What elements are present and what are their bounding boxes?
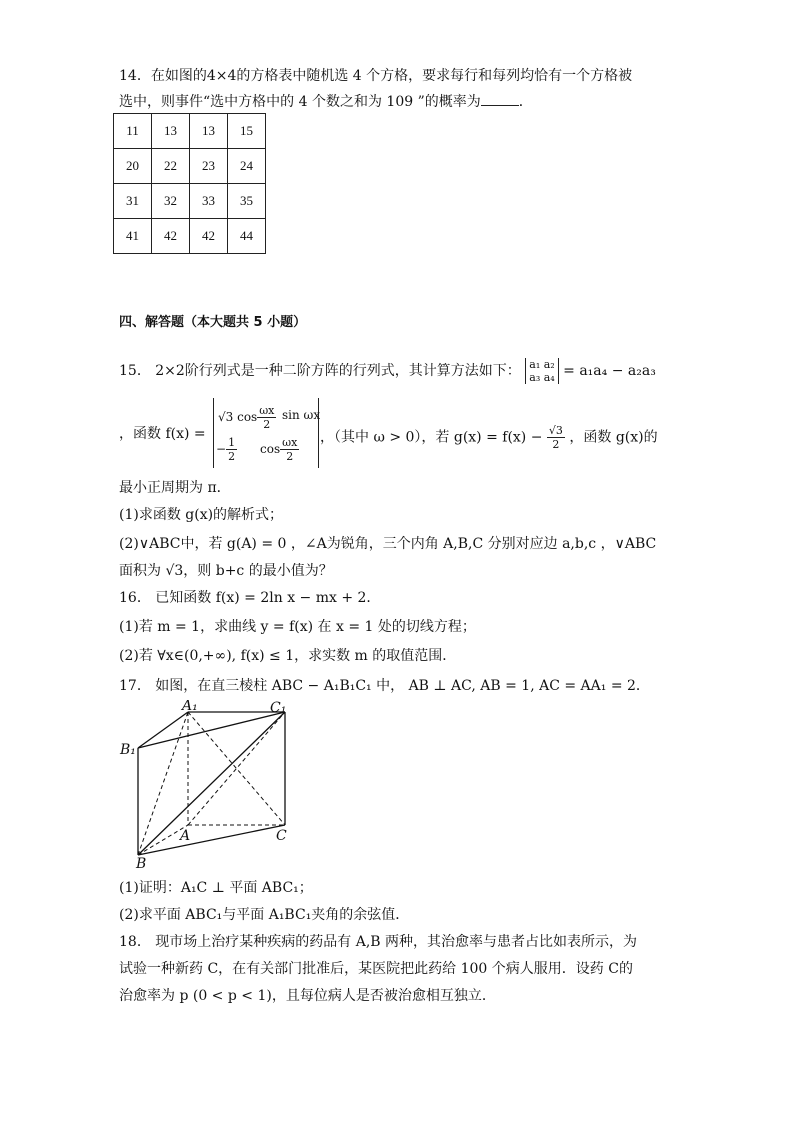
table-cell: 42 [152,219,190,254]
q18-line3: 治愈率为 p (0 < p < 1)，且每位病人是否被治愈相互独立． [119,988,496,1004]
prism-figure [118,700,303,870]
table-cell: 32 [152,184,190,219]
answer-blank [481,93,519,106]
q17-part2: (2)求平面 ABC₁与平面 A₁BC₁夹角的余弦值． [119,907,410,923]
table-cell: 13 [190,114,228,149]
q16-line1: 16． 已知函数 f(x) = 2ln x − mx + 2． [119,590,381,606]
table-row [114,184,266,219]
matrix-m21: − $\frac{1}{2}$ [216,436,236,463]
table-cell: 11 [114,114,152,149]
det-a1: a₁ [529,358,541,371]
det-formula: = a₁a₄ − a₂a₃ [563,363,656,379]
m22-text: cos [260,442,281,456]
table-cell: 22 [152,149,190,184]
label-C1: C₁ [270,700,287,716]
section-heading: 四、解答题（本大题共 5 小题） [119,315,307,330]
q15-intro: 15． 2×2阶行列式是一种二阶方阵的行列式，其计算方法如下： [119,363,521,379]
q18-line1: 18． 现市场上治疗某种疾病的药品有 A,B 两种，其治愈率与患者占比如表所示，为 [119,934,638,950]
matrix-m11 [218,404,276,431]
number-grid-table [113,113,266,254]
m11-text: √3 cos [218,410,258,424]
table-cell: 42 [190,219,228,254]
q15-g-def: ，（其中 ω > 0），若 g(x) = f(x) − [320,429,543,446]
q14-line1: 14．在如图的4×4的方格表中随机选 4 个方格，要求每行和每列均恰有一个方格被 [119,68,633,84]
table-row [114,149,266,184]
m21-frac [226,436,237,463]
q15-line3: 最小正周期为 π． [119,480,231,496]
q15-func-def: ，函数 f(x) = [119,426,206,442]
det-a4: a₄ [543,371,555,384]
q14-line2-end: ． [518,94,533,110]
edge-B1C1 [138,712,285,748]
m22-frac [280,436,299,463]
q15-g-tail: ，函数 g(x)的 [569,429,658,446]
segment-BC1 [138,712,285,855]
det-a3: a₃ [529,371,541,384]
q18-line2: 试验一种新药 C，在有关部门批准后，某医院把此药给 100 个病人服用．设药 C的 [119,961,633,977]
table-row [114,114,266,149]
table-cell: 23 [190,149,228,184]
matrix-m22 [260,436,299,463]
determinant-example [525,358,558,384]
det-a2: a₂ [543,358,555,371]
m21-den: 2 [228,450,236,463]
q17-part1: (1)证明：A₁C ⊥ 平面 ABC₁； [119,880,313,896]
edge-BC [138,825,285,855]
table-cell: 41 [114,219,152,254]
table-cell: 33 [190,184,228,219]
m11-den: 2 [263,418,271,431]
matrix-m12: sin ωx [282,408,321,422]
table-cell: 24 [228,149,266,184]
label-B: B [136,856,147,870]
q15-part2a: (2)∨ABC中，若 g(A) = 0 ，∠A为锐角，三个内角 A,B,C 分别对应边 a,b,c ，∨ABC [119,536,657,552]
m22-den: 2 [286,450,294,463]
table-cell: 20 [114,149,152,184]
g-num: √3 [548,424,563,437]
q15-line1 [119,358,656,384]
q16-part2: (2)若 ∀x∈(0,+∞), f(x) ≤ 1，求实数 m 的取值范围． [119,648,457,664]
q15-line2 [119,424,206,444]
table-cell: 35 [228,184,266,219]
label-A: A [180,828,191,844]
q14-line2-text: 选中，则事件“选中方格中的 4 个数之和为 109 ”的概率为 [119,94,481,110]
label-C: C [276,828,287,844]
edge-B1A1 [138,712,188,748]
q17-line1: 17． 如图，在直三棱柱 ABC − A₁B₁C₁ 中， AB ⊥ AC, AB = 1, AC = AA₁ = 2． [119,678,650,694]
table-cell: 31 [114,184,152,219]
matrix-determinant [213,398,319,468]
table-row [114,219,266,254]
table-cell: 15 [228,114,266,149]
m11-num: ωx [259,404,275,417]
m11-frac [257,404,276,431]
q16-part1: (1)若 m = 1，求曲线 y = f(x) 在 x = 1 处的切线方程； [119,619,476,635]
q14-line2 [119,92,533,112]
table-cell: 13 [152,114,190,149]
q15-line2-cont [320,424,658,451]
label-B1: B₁ [120,742,136,758]
g-frac [547,424,565,451]
m21-num: 1 [228,436,236,449]
table-cell: 44 [228,219,266,254]
g-den: 2 [552,438,560,451]
q15-part2b: 面积为 √3，则 b+c 的最小值为？ [119,563,333,579]
q15-part1: (1)求函数 g(x)的解析式； [119,507,284,523]
label-A1: A₁ [182,700,198,714]
m22-num: ωx [282,436,298,449]
